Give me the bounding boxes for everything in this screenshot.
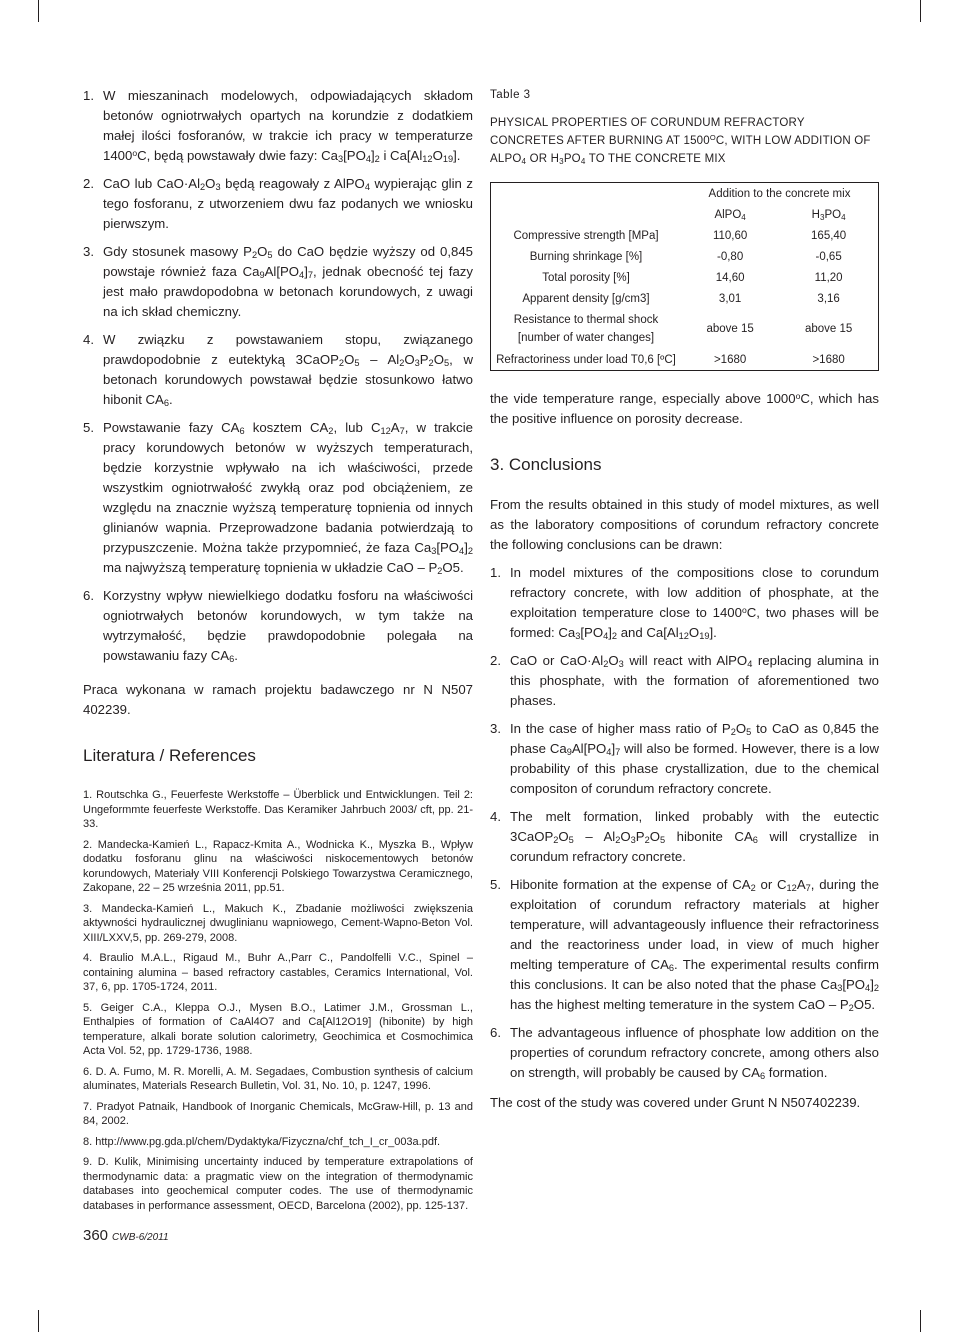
- conclusions-heading: 3. Conclusions: [490, 455, 602, 474]
- item-number: 3.: [83, 244, 94, 259]
- table-row: [491, 349, 879, 371]
- table-row: [491, 267, 879, 288]
- item-number: 1.: [490, 565, 501, 580]
- chemical-index: 5: [354, 358, 360, 368]
- references-heading: Literatura / References: [83, 746, 256, 765]
- chemical-index: 6: [668, 963, 675, 973]
- chemical-index: 5: [443, 358, 450, 368]
- reference-item: 6. D. A. Fumo, M. R. Morelli, A. M. Segadaes, Combustion synthesis of calcium aluminates, Materials Research Bulletin, Vol. 31, No. 10, p. 1247, 1996.: [83, 1065, 473, 1092]
- chemical-index: 4: [606, 747, 612, 757]
- chemical-index: 6: [752, 835, 758, 845]
- row-label: Resistance to thermal shock [number of water changes]: [513, 314, 659, 344]
- item-number: 2.: [490, 653, 501, 668]
- journal-issue: CWB-6/2011: [112, 1232, 169, 1243]
- table-label: Table 3: [490, 89, 531, 101]
- funding-note-pl: Praca wykonana w ramach projektu badawczego nr N N507 402239.: [83, 682, 473, 717]
- chemical-index: 4: [603, 631, 609, 641]
- list-item: [83, 418, 473, 578]
- chemical-index: 4: [364, 182, 370, 192]
- cell-value: -0,80: [717, 250, 744, 263]
- chemical-index: 9: [566, 747, 572, 757]
- list-item: [83, 330, 473, 410]
- chemical-index: 6: [759, 1071, 766, 1081]
- chemical-index: 2: [603, 659, 609, 669]
- crop-mark: [920, 1310, 921, 1332]
- item-text: CaO or $CaO\cdot Al_2O_3$ will react with AlPO$_4$ replacing alumina in this phosphate, with the formation of aforementioned two phases.: [510, 653, 879, 708]
- chemical-index: 4: [580, 157, 586, 166]
- references-list: [83, 788, 473, 1213]
- chemical-index: 2: [730, 727, 736, 737]
- chemical-index: 4: [365, 154, 371, 164]
- column-header-h3po4: $H_3PO_4$: [811, 208, 846, 222]
- chemical-index: 3: [559, 157, 564, 166]
- cell-value: 14,60: [715, 271, 745, 284]
- item-text: Gdy stosunek masowy $P_2O_5$ do CaO będzie wyższy od 0,845 powstaje również faza $Ca_9Al[PO_4]_7$, jednak obecność tej fazy jest mało prawdopodobna w betonach korundowych, z uwagi na ich skład chemiczny.: [103, 244, 473, 319]
- table-row: [491, 288, 879, 309]
- chemical-index: 2: [467, 546, 473, 556]
- item-number: 5.: [490, 877, 501, 892]
- cell-value: 165,40: [811, 229, 847, 242]
- chemical-index: 3: [431, 546, 437, 556]
- list-item: [83, 86, 473, 166]
- chemical-index: 2: [200, 182, 206, 192]
- chemical-index: 3: [618, 659, 624, 669]
- row-label: Compressive strength [MPa]: [513, 229, 659, 242]
- cell-value: 110,60: [712, 229, 748, 242]
- chemical-index: o: [795, 391, 801, 401]
- chemical-index: 4: [741, 212, 746, 222]
- item-text: The advantageous influence of phosphate low addition on the properties of corundum refractory concrete, among others also on strength, will probably be caused by $CA_6$ formation.: [510, 1025, 879, 1081]
- reference-item: 7. Pradyot Patnaik, Handbook of Inorganic Chemicals, McGraw-Hill, p. 13 and 84, 2002.: [83, 1100, 473, 1127]
- item-number: 4.: [83, 332, 94, 347]
- reference-item: 5. Geiger C.A., Kleppa O.J., Mysen B.O., Latimer J.M., Grossman L., Enthalpies of formation of CaAl4O7 and Ca[Al12O19] (hibonite) by high temperature, alkali borate solution calorimetry, Geochimica et Cosmochimica Acta Vol. 52, pp. 1729-1736, 1988.: [83, 1001, 473, 1057]
- group-header: Addition to the concrete mix: [708, 187, 851, 200]
- chemical-index: 2: [750, 883, 756, 893]
- reference-item: 9. D. Kulik, Minimising uncertainty induced by temperature extrapolations of thermodynamic data: a pragmatic view on the integration of thermodynamic databases into geochemical computer codes. The use of thermodynamic databases in performance assessment, OECD, Barcelona (2002), pp. 125-137.: [83, 1156, 473, 1212]
- item-number: 6.: [490, 1025, 501, 1040]
- list-item: [83, 586, 473, 666]
- cell-value: above 15: [706, 323, 754, 335]
- reference-item: 2. Mandecka-Kamień L., Rapacz-Kmita A., Wodnicka K., Myszka B., Wpływ dodatku fosforanu glinu na właściwości niskocementowych betonów korundowych, Materiały VIII Konferencji Polskiego Towarzystwa Ceramicznego, Zakopane, 22 – 25 września 2011, pp.51.: [83, 838, 473, 894]
- row-label: Apparent density [g/cm3]: [522, 292, 650, 305]
- list-item: [83, 242, 473, 322]
- chemical-index: 4: [299, 270, 305, 280]
- chemical-index: O: [709, 133, 716, 142]
- item-text: Powstawanie fazy $CA_6$ kosztem $CA_2$, lub $C_{12}A_7$, w trakcie pracy korundowych betonów w wyższych temperaturach, będzie korzystnie wpływało na ich właściwości, przede wszystkim ogniotrwałość zwykłą oraz pod obciążeniem, ze względu na znacznie wyższą temperaturę topnienia od innych glinianów wapnia. Przeprowadzone badania potwierdzają to przypuszczenie. Można także przypomnieć, że faza $Ca_3[PO_4]_2$ ma najwyższą temperaturę topnienia w układzie CaO – $P_2O5$.: [103, 420, 473, 576]
- chemical-index: 3: [837, 983, 843, 993]
- page-number: 360: [83, 1227, 109, 1244]
- crop-mark: [38, 1310, 39, 1332]
- chemical-index: 7: [399, 426, 405, 436]
- item-text: The melt formation, linked probably with the eutectic $3CaOP_2O_5 - Al_2O_3P_2O_5$ hibonite $CA_6$ will crystallize in corundum refractory concrete.: [510, 809, 879, 864]
- chemical-index: 4: [521, 157, 527, 166]
- chemical-index: 9: [259, 270, 265, 280]
- cell-value: above 15: [804, 323, 853, 335]
- left-column: [83, 86, 473, 1219]
- list-item: [490, 1023, 879, 1083]
- list-item: [490, 651, 879, 711]
- row-label: Refractoriness under load T0,6 [ºC]: [496, 353, 676, 366]
- chemical-index: 3: [575, 631, 581, 641]
- item-number: 5.: [83, 420, 94, 435]
- item-text: W związku z powstawaniem stopu, związanego prawdopodobnie z eutektyką $3CaOP_2O_5 - Al_2O_3P_2O_5$, w betonach korundowych powstawał będzie stosunkowo łatwo hibonit $CA_6$.: [103, 332, 473, 408]
- chemical-index: 3: [414, 358, 420, 368]
- item-text: Hibonite formation at the expense of $CA_2$ or $C_{12}A_7$, during the exploitation of corundum refractory materials at higher temperature, will advantageously influence their refractoriness and the reactoriness under load, in view of much higher melting temperature of $CA_6$. The experimental results confirm this conclusions. It can be also noted that the phase $Ca_3[PO_4]_2$ has the highest melting temerature in the system CaO – $P_2O5$.: [510, 877, 879, 1013]
- conclusions-pl-list: [83, 86, 473, 666]
- chemical-index: 2: [873, 983, 879, 993]
- properties-table: [490, 182, 879, 371]
- chemical-index: 2: [328, 426, 334, 436]
- reference-item: 8. http://www.pg.gda.pl/chem/Dydaktyka/Fizyczna/chf_tch_I_cr_003a.pdf.: [83, 1135, 441, 1148]
- row-label: Total porosity [%]: [542, 271, 630, 284]
- chemical-index: 5: [267, 250, 273, 260]
- chemical-index: 7: [615, 747, 621, 757]
- cell-value: >1680: [812, 353, 845, 366]
- chemical-index: 4: [747, 659, 753, 669]
- chemical-index: 2: [553, 835, 559, 845]
- column-header-alpo4: AlPO$_4$: [714, 208, 746, 222]
- chemical-index: 4: [841, 212, 846, 222]
- crop-mark: [38, 0, 39, 22]
- chemical-index: 2: [848, 1003, 854, 1013]
- chemical-index: 12: [678, 631, 689, 641]
- chemical-index: 2: [437, 566, 443, 576]
- chemical-index: 12: [786, 883, 797, 893]
- chemical-index: 2: [428, 358, 434, 368]
- table-row: [491, 309, 879, 349]
- reference-item: 4. Braulio M.A.L., Rigaud M., Buhr A.,Parr C., Pandolfelli V.C., Spinel – containing alumina – based refractory castables, Ceramics International, Vol. 37, 6, pp. 1705-1724, 2011.: [83, 952, 473, 993]
- item-text: In model mixtures of the compositions close to corundum refractory concrete, with low addition of phosphate, at the exploitation temperature close to 1400$^o$C, two phases will be formed: $Ca_3[PO_4]_2$ and $Ca[Al_{12}O_{19}]$.: [510, 565, 879, 641]
- chemical-index: 19: [699, 631, 710, 641]
- cell-value: >1680: [713, 353, 747, 366]
- chemical-index: 4: [459, 546, 465, 556]
- item-text: In the case of higher mass ratio of $P_2O_5$ to CaO as 0,845 the phase $Ca_9Al[PO_4]_7$ will also be formed. However, there is a low probability of this phase crystallization, due to the chemical compositon of corundum refractory concrete.: [510, 721, 880, 796]
- crop-mark: [920, 0, 921, 22]
- chemical-index: 7: [805, 883, 811, 893]
- chemical-index: o: [741, 605, 747, 615]
- chemical-index: 3: [337, 154, 344, 164]
- item-text: CaO lub $CaO\cdot Al_2O_3$ będą reagowały z AlPO$_4$ wypierając glin z tego fosforanu, z utworzeniem dwu faz podanych we wniosku pierwszym.: [103, 176, 474, 231]
- chemical-index: 12: [380, 426, 391, 436]
- chemical-index: 2: [251, 250, 258, 260]
- list-item: [490, 563, 879, 643]
- chemical-index: 19: [442, 154, 454, 164]
- item-number: 4.: [490, 809, 501, 824]
- list-item: [83, 174, 473, 234]
- cell-value: 3,16: [817, 292, 840, 305]
- conclusions-intro: From the results obtained in this study of model mixtures, as well as the laboratory compositions of corundum refractory concrete the following conclusions can be drawn:: [490, 497, 879, 552]
- chemical-index: 2: [399, 358, 405, 368]
- reference-item: 3. Mandecka-Kamień L., Makuch K., Zbadanie możliwości zwiększenia aktywności hydraulicznej dwuglinianu wapniowego, Cement-Wapno-Beton Vol. XIII/LXXV,5, pp. 269-279, 2008.: [83, 902, 473, 944]
- cell-value: -0,65: [815, 250, 842, 263]
- continuation-text: the vide temperature range, especially above 1000$^o$C, which has the positive influence on porosity decrease.: [490, 391, 879, 426]
- chemical-index: 3: [819, 212, 825, 222]
- cell-value: 3,01: [718, 292, 742, 305]
- funding-note-en: The cost of the study was covered under Grunt N N507402239.: [490, 1095, 861, 1110]
- list-item: [490, 719, 879, 799]
- item-text: Korzystny wpływ niewielkiego dodatku fosforu na właściwości ogniotrwałych betonów korundowych, w tym także na wytrzymałość, będzie prawdopodobnie polegała na powstawaniu fazy $CA_6$.: [103, 588, 473, 664]
- chemical-index: 5: [659, 835, 666, 845]
- chemical-index: 6: [229, 654, 235, 664]
- item-number: 3.: [490, 721, 501, 736]
- chemical-index: 3: [630, 835, 636, 845]
- item-number: 6.: [83, 588, 94, 603]
- item-number: 1.: [83, 88, 94, 103]
- chemical-index: 12: [422, 154, 433, 164]
- chemical-index: o: [132, 148, 138, 158]
- item-text: W mieszaninach modelowych, odpowiadających składom betonów ogniotrwałych opartych na korundzie z dodatkiem małej ilości fosforanów, w trakcie ich pracy w temperaturze 1400$^o$C, będą powstawały dwie fazy: $Ca_3[PO_4]_2$ i $Ca[Al_{12}O_{19}]$.: [103, 88, 473, 164]
- chemical-index: 2: [374, 154, 380, 164]
- table-caption: PHYSICAL PROPERTIES OF CORUNDUM REFRACTORY CONCRETES AFTER BURNING AT $1500^OC$, WITH LOW ADDITION OF $ALPO_4$ OR $H_3PO_4$ TO THE CONCRETE MIX: [490, 117, 871, 166]
- chemical-index: 6: [239, 426, 245, 436]
- table-row: [491, 225, 879, 246]
- list-item: [490, 807, 879, 867]
- chemical-index: 5: [746, 727, 752, 737]
- chemical-index: 5: [568, 835, 574, 845]
- chemical-index: 7: [307, 270, 313, 280]
- table-header-row: [491, 183, 879, 205]
- item-number: 2.: [83, 176, 94, 191]
- row-label: Burning shrinkage [%]: [529, 250, 643, 263]
- chemical-index: 2: [615, 835, 621, 845]
- chemical-index: 3: [215, 182, 221, 192]
- right-column: [490, 86, 879, 1113]
- chemical-index: 6: [163, 398, 169, 408]
- list-item: [490, 875, 879, 1015]
- conclusions-list: [490, 563, 879, 1083]
- chemical-index: 2: [644, 835, 650, 845]
- reference-item: 1. Routschka G., Feuerfeste Werkstoffe – Überblick und Entwicklungen. Teil 2: Ungeformmte feuerfeste Werkstoffe. Das Keramiker Jahrbuch 2003/ cft, pp. 21-33.: [83, 789, 473, 830]
- table-row: [491, 246, 879, 267]
- chemical-index: 4: [865, 983, 871, 993]
- cell-value: 11,20: [814, 271, 843, 284]
- chemical-index: 2: [611, 631, 618, 641]
- chemical-index: 2: [338, 358, 345, 368]
- page-footer: [83, 1227, 169, 1244]
